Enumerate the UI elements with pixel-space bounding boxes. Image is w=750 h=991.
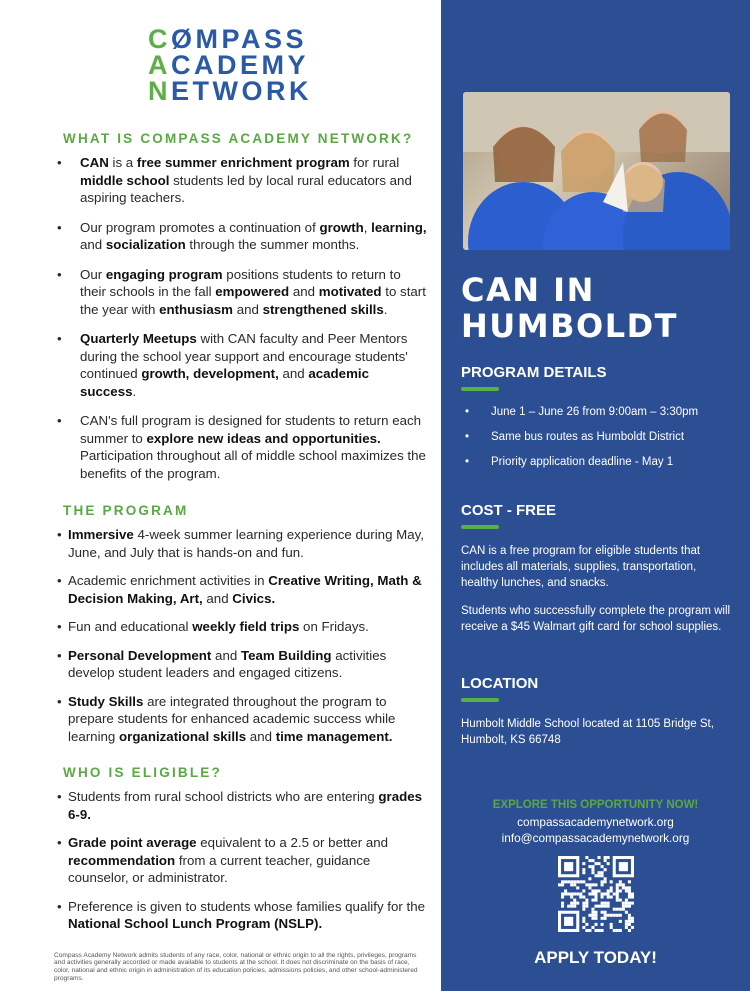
list-item bbox=[54, 330, 427, 400]
text: equivalent to a 2.5 or better and bbox=[196, 835, 389, 850]
bold-text: National School Lunch Program (NSLP). bbox=[68, 916, 323, 931]
text: Academic enrichment activities in bbox=[68, 573, 269, 588]
email-link[interactable]: info@compassacademynetwork.org bbox=[501, 831, 690, 845]
bold-text: explore new ideas and opportunities. bbox=[146, 430, 381, 446]
section-heading-what: WHAT IS COMPASS ACADEMY NETWORK? bbox=[63, 131, 414, 146]
location-heading: LOCATION bbox=[461, 675, 539, 692]
list-item bbox=[54, 788, 427, 823]
logo bbox=[148, 26, 427, 104]
bold-text: academic success bbox=[80, 366, 369, 399]
text: Participation throughout all of middle school maximizes the benefits of the program. bbox=[80, 448, 426, 481]
bold-text: strengthened skills bbox=[262, 301, 384, 317]
location-address: Humbolt Middle School located at 1105 Bridge St, Humbolt, KS 66748 bbox=[461, 718, 714, 746]
text: on Fridays. bbox=[299, 619, 369, 634]
info-panel bbox=[441, 0, 750, 991]
bold-text: CAN bbox=[80, 155, 109, 170]
bold-text: Civics. bbox=[232, 590, 276, 606]
page-title bbox=[461, 272, 730, 344]
title-line: HUMBOLDT bbox=[461, 307, 678, 345]
detail-item: • June 1 – June 26 from 9:00am – 3:30pm bbox=[463, 405, 730, 419]
text: and bbox=[289, 284, 319, 299]
text: students led by local rural educators and aspiring teachers. bbox=[80, 172, 412, 205]
bold-text: time management. bbox=[275, 728, 393, 744]
text: is a bbox=[108, 155, 137, 170]
text: with CAN faculty and Peer Mentors during the school year support and encourage students' continued bbox=[80, 331, 408, 381]
text: and bbox=[80, 237, 106, 252]
program-details-heading: PROGRAM DETAILS bbox=[461, 364, 607, 381]
bold-text: empowered bbox=[215, 284, 290, 299]
bold-text: weekly field trips bbox=[192, 619, 300, 634]
text: activities develop student leaders and engaged citizens. bbox=[68, 647, 387, 680]
text: Our program promotes a continuation of bbox=[80, 219, 320, 235]
text: and bbox=[233, 301, 263, 317]
text: for rural bbox=[349, 155, 400, 170]
heading-underline bbox=[461, 698, 499, 702]
list-item bbox=[54, 898, 427, 933]
students-photo bbox=[463, 92, 730, 250]
text: and bbox=[278, 366, 309, 381]
logo-text: ETWORK bbox=[171, 76, 312, 106]
eligible-list bbox=[54, 788, 427, 944]
detail-item: • Same bus routes as Humboldt District bbox=[463, 430, 730, 444]
logo-text: CADEMY bbox=[171, 50, 310, 80]
program-list bbox=[54, 526, 427, 756]
bold-text: Study Skills bbox=[68, 693, 144, 709]
cost-paragraph: CAN is a free program for eligible students that includes all materials, supplies, transportation, healthy lunches, and snacks. bbox=[461, 545, 701, 589]
heading-underline bbox=[461, 387, 499, 391]
text: Our bbox=[80, 266, 106, 282]
section-heading-program: THE PROGRAM bbox=[63, 503, 189, 518]
bold-text: motivated bbox=[318, 284, 382, 299]
explore-callout: EXPLORE THIS OPPORTUNITY NOW! bbox=[492, 799, 699, 811]
text: CAN's full program is designed for students to return each summer to bbox=[80, 413, 422, 446]
text: . bbox=[132, 383, 137, 399]
bold-text: middle school bbox=[80, 172, 170, 188]
list-item bbox=[54, 219, 427, 254]
bold-text: Team Building bbox=[240, 647, 332, 663]
bold-text: growth, development, bbox=[141, 366, 279, 381]
list-item bbox=[54, 647, 427, 682]
text: are integrated throughout the program to prepare students for enhanced academic success while learning bbox=[68, 693, 396, 744]
text: to start the year with bbox=[80, 284, 426, 317]
logo-text: ØMPASS bbox=[171, 24, 308, 54]
qr-code[interactable] bbox=[558, 856, 634, 932]
text: and bbox=[211, 647, 241, 663]
list-item bbox=[54, 618, 427, 636]
text: , bbox=[363, 219, 372, 235]
logo-letter: N bbox=[148, 76, 171, 106]
text: from a current teacher, guidance counselor, or administrator. bbox=[68, 852, 371, 885]
nondiscrimination-footer: Compass Academy Network admits students of any race, color, national or ethnic origin to all the rights, privileges, programs and activities generally accorded or made available to students at the school. It does not discriminate on the basis of race, color, national and ethnic origin in administration of its education policies, admissions policies, and other school-administered programs. bbox=[54, 951, 418, 982]
bold-text: Quarterly Meetups bbox=[80, 331, 197, 346]
bold-text: Grade point average bbox=[68, 835, 197, 850]
bold-text: free summer enrichment program bbox=[136, 155, 350, 170]
logo-letter: C bbox=[148, 24, 171, 54]
text: and bbox=[202, 590, 233, 606]
text: . bbox=[383, 301, 388, 317]
section-heading-eligible: WHO IS ELIGIBLE? bbox=[63, 765, 222, 780]
gift-card-paragraph: Students who successfully complete the program will receive a $45 Walmart gift card for school supplies. bbox=[461, 605, 731, 633]
detail-item: • Priority application deadline - May 1 bbox=[463, 455, 730, 469]
text: through the summer months. bbox=[185, 237, 360, 252]
program-details-list bbox=[463, 405, 730, 480]
bold-text: enthusiasm bbox=[159, 301, 233, 317]
bold-text: growth bbox=[319, 219, 364, 235]
bold-text: Creative Writing, Math & Decision Making, Art, bbox=[68, 573, 422, 606]
text: Preference is given to students whose families qualify for the bbox=[68, 898, 425, 914]
list-item bbox=[54, 693, 427, 746]
bold-text: grades 6-9. bbox=[68, 789, 423, 822]
list-item bbox=[54, 266, 427, 319]
heading-underline bbox=[461, 525, 499, 529]
title-line: CAN IN bbox=[461, 271, 595, 309]
text: Fun and educational bbox=[68, 619, 193, 634]
text: 4-week summer learning experience during May, June, and July that is hands-on and fun. bbox=[68, 527, 424, 560]
bold-text: socialization bbox=[105, 237, 186, 252]
text: and bbox=[246, 728, 276, 744]
website-link[interactable]: compassacademynetwork.org bbox=[517, 815, 674, 829]
what-list bbox=[54, 154, 427, 494]
text: positions students to return to their schools in the fall bbox=[80, 266, 401, 299]
bold-text: engaging program bbox=[105, 266, 223, 282]
logo-letter: A bbox=[148, 50, 171, 80]
text: Students from rural school districts who are entering bbox=[68, 789, 379, 804]
list-item bbox=[54, 412, 427, 482]
apply-today-callout: APPLY TODAY! bbox=[534, 948, 657, 967]
cost-heading: COST - FREE bbox=[461, 502, 557, 519]
bold-text: recommendation bbox=[68, 852, 176, 868]
bold-text: organizational skills bbox=[119, 728, 247, 744]
bold-text: Immersive bbox=[68, 527, 134, 542]
list-item bbox=[54, 834, 427, 887]
list-item bbox=[54, 572, 427, 607]
list-item bbox=[54, 526, 427, 561]
bold-text: Personal Development bbox=[68, 647, 212, 663]
bold-text: learning, bbox=[371, 219, 427, 235]
list-item bbox=[54, 154, 427, 207]
